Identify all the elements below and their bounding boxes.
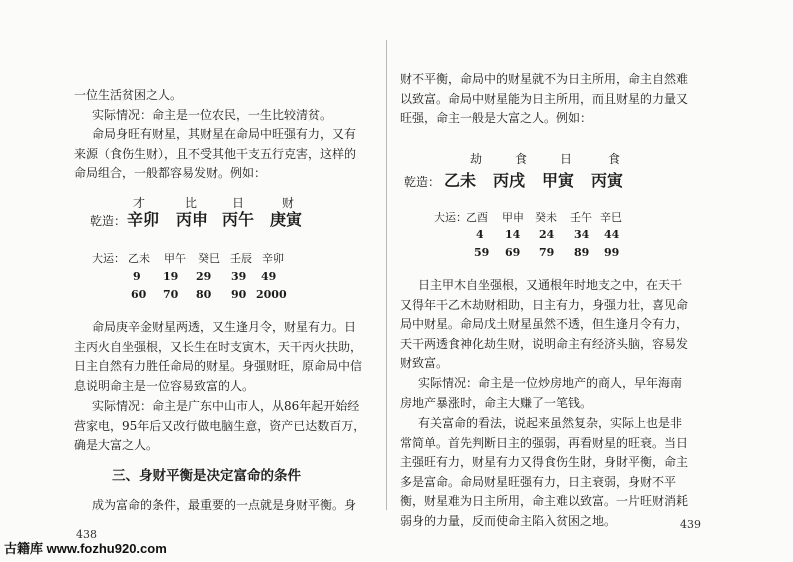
pillar: 乙未 [444,171,477,190]
right-para-4: 有关富命的看法，说起来虽然复杂，实际上也是非 常简单。首先判断日主的强弱，再看财星的旺衰。当日 主强旺有力，财星有力又得食伤生財，身財平衡，命主 多是富命。命局财星旺强有力，日主衰弱，身财不平 衡，财星难为日主所用，命主难以致富。一片旺财消耗 弱身的力量，反而使命主陷入贫困之地。 [400,416,689,528]
dayun: 壬午 [570,211,592,224]
pillar: 丙寅 [591,171,624,190]
left-para-6: 成为富命的条件，最重要的一点就是身财平衡。身 [92,498,357,512]
left-page: 一位生活贫困之人。 实际情况：命主是一位农民，一生比较清贫。 命局身旺有财星，其财星在命局中旺强有力，又有 来源（食伤生财），且不受其他干支五行克害，这样的 命局组合，一般都容易发财。例如： 才 比 日 财 乾造： 辛卯 丙申 丙午 庚寅 大运： 乙未 甲午 癸巳 壬辰 辛卯 9 19 29 39 49 60 70 80 90 2000 命局庚辛金财星两透，又生逢月令，财星有力。日 主丙火自坐强根，又长生在时支寅木，天干丙火扶助， 日主自然有力胜任命局的财星。身强财旺，原命局中信 息说明命主是一位容易致富的人。 实际情况：命主是广东中山市人，从86年起开始经 营家电，95年后又改行做电脑生意，资产已达数百万， 确是大富之人。 三、身财平衡是决定富命的条件 成为富命的条件，最重要的一点就是身财平衡。身 438 [74,88,366,541]
left-para-5: 实际情况：命主是广东中山市人，从86年起开始经 营家电，95年后又改行做电脑生意，资产已达数百万， 确是大富之人。 [74,399,366,453]
right-para-3: 实际情况：命主是一位炒房地产的商人，早年海南 房地产暴涨时，命主大赚了一笔钱。 [400,376,683,410]
site-watermark: 古籍库 www.fozhu920.com [4,541,167,556]
label: 食 [608,152,621,166]
dayun: 壬辰 [230,252,252,265]
right-page: 财不平衡，命局中的财星就不为日主所用，命主自然难 以致富。命局中财星能为日主所用，而且财星的力量又 旺强，命主一般是大富之人。例如： 劫 食 日 食 乾造： 乙未 丙戌 甲寅 丙寅 大运： 乙酉 甲申 癸未 壬午 辛巳 4 14 24 34 44 59 69 79 89 99 日主甲木自坐强根，又通根年时地支之中，在天干 又得年干乙木劫财相助，日主有力，身强力壮，喜见命 局中财星。命局戊土财星虽然不透，但生逢月令有力， 天干两透食神化劫生财，说明命主有经济头脑，容易发 财致富。 实际情况：命主是一位炒房地产的商人，早年海南 房地产暴涨时，命主大赚了一笔钱。 有关富命的看法，说起来虽然复杂，实际上也是非 常简单。首先判断日主的强弱，再看财星的旺衰。当日 主强旺有力，财星有力又得食伤生財，身財平衡，命主 多是富命。命局财星旺强有力，日主衰弱，身财不平 衡，财星难为日主所用，命主难以致富。一片旺财消耗 弱身的力量，反而使命主陷入贫困之地。 439 [400,72,701,531]
pillar: 丙午 [222,210,255,229]
pillar: 甲寅 [542,171,575,190]
pillar: 丙戌 [493,171,526,190]
dayun: 甲申 [502,211,524,224]
pillar: 丙申 [176,210,209,229]
dayun: 辛卯 [262,252,284,265]
dayun: 辛巳 [600,211,622,224]
label: 劫 [470,152,483,166]
left-para-3: 命局身旺有财星，其财星在命局中旺强有力，又有 来源（食伤生财），且不受其他干支五行克害，这样的 命局组合，一般都容易发财。例如： [74,127,357,181]
page-number-right: 439 [680,518,701,531]
section-heading: 三、身财平衡是决定富命的条件 [112,468,301,484]
label: 比 [185,196,198,210]
label: 日 [232,196,245,210]
left-para-1: 一位生活贫困之人。 [74,88,183,102]
dayun: 癸巳 [198,252,220,265]
label: 食 [515,152,528,166]
page-fold [386,40,387,510]
label: 日 [560,152,573,166]
left-para-2: 实际情况：命主是一位农民，一生比较清贫。 [92,108,333,122]
pillar: 庚寅 [270,210,303,229]
label: 才 [133,196,146,210]
dayun: 甲午 [164,252,186,265]
dayun: 乙未 [128,252,150,265]
page-number-left: 438 [76,528,97,541]
dayun: 乙酉 [466,211,488,224]
right-para-2: 日主甲木自坐强根，又通根年时地支之中，在天干 又得年干乙木劫财相助，日主有力，身强力壮，喜见命 局中财星。命局戊土财星虽然不透，但生逢月令有力， 天干两透食神化劫生财，说明命主有经济头脑，容易发 财致富。 [400,278,689,371]
right-para-1: 财不平衡，命局中的财星就不为日主所用，命主自然难 以致富。命局中财星能为日主所用，而且财星的力量又 旺强，命主一般是大富之人。例如： [400,72,689,126]
left-para-4: 命局庚辛金财星两透，又生逢月令，财星有力。日 主丙火自坐强根，又长生在时支寅木，天干丙火扶助， 日主自然有力胜任命局的财星。身强财旺，原命局中信 息说明命主是一位容易致富的人。 [74,320,363,393]
dayun: 癸未 [535,211,557,224]
label: 财 [282,196,295,210]
pillar: 辛卯 [127,210,160,229]
